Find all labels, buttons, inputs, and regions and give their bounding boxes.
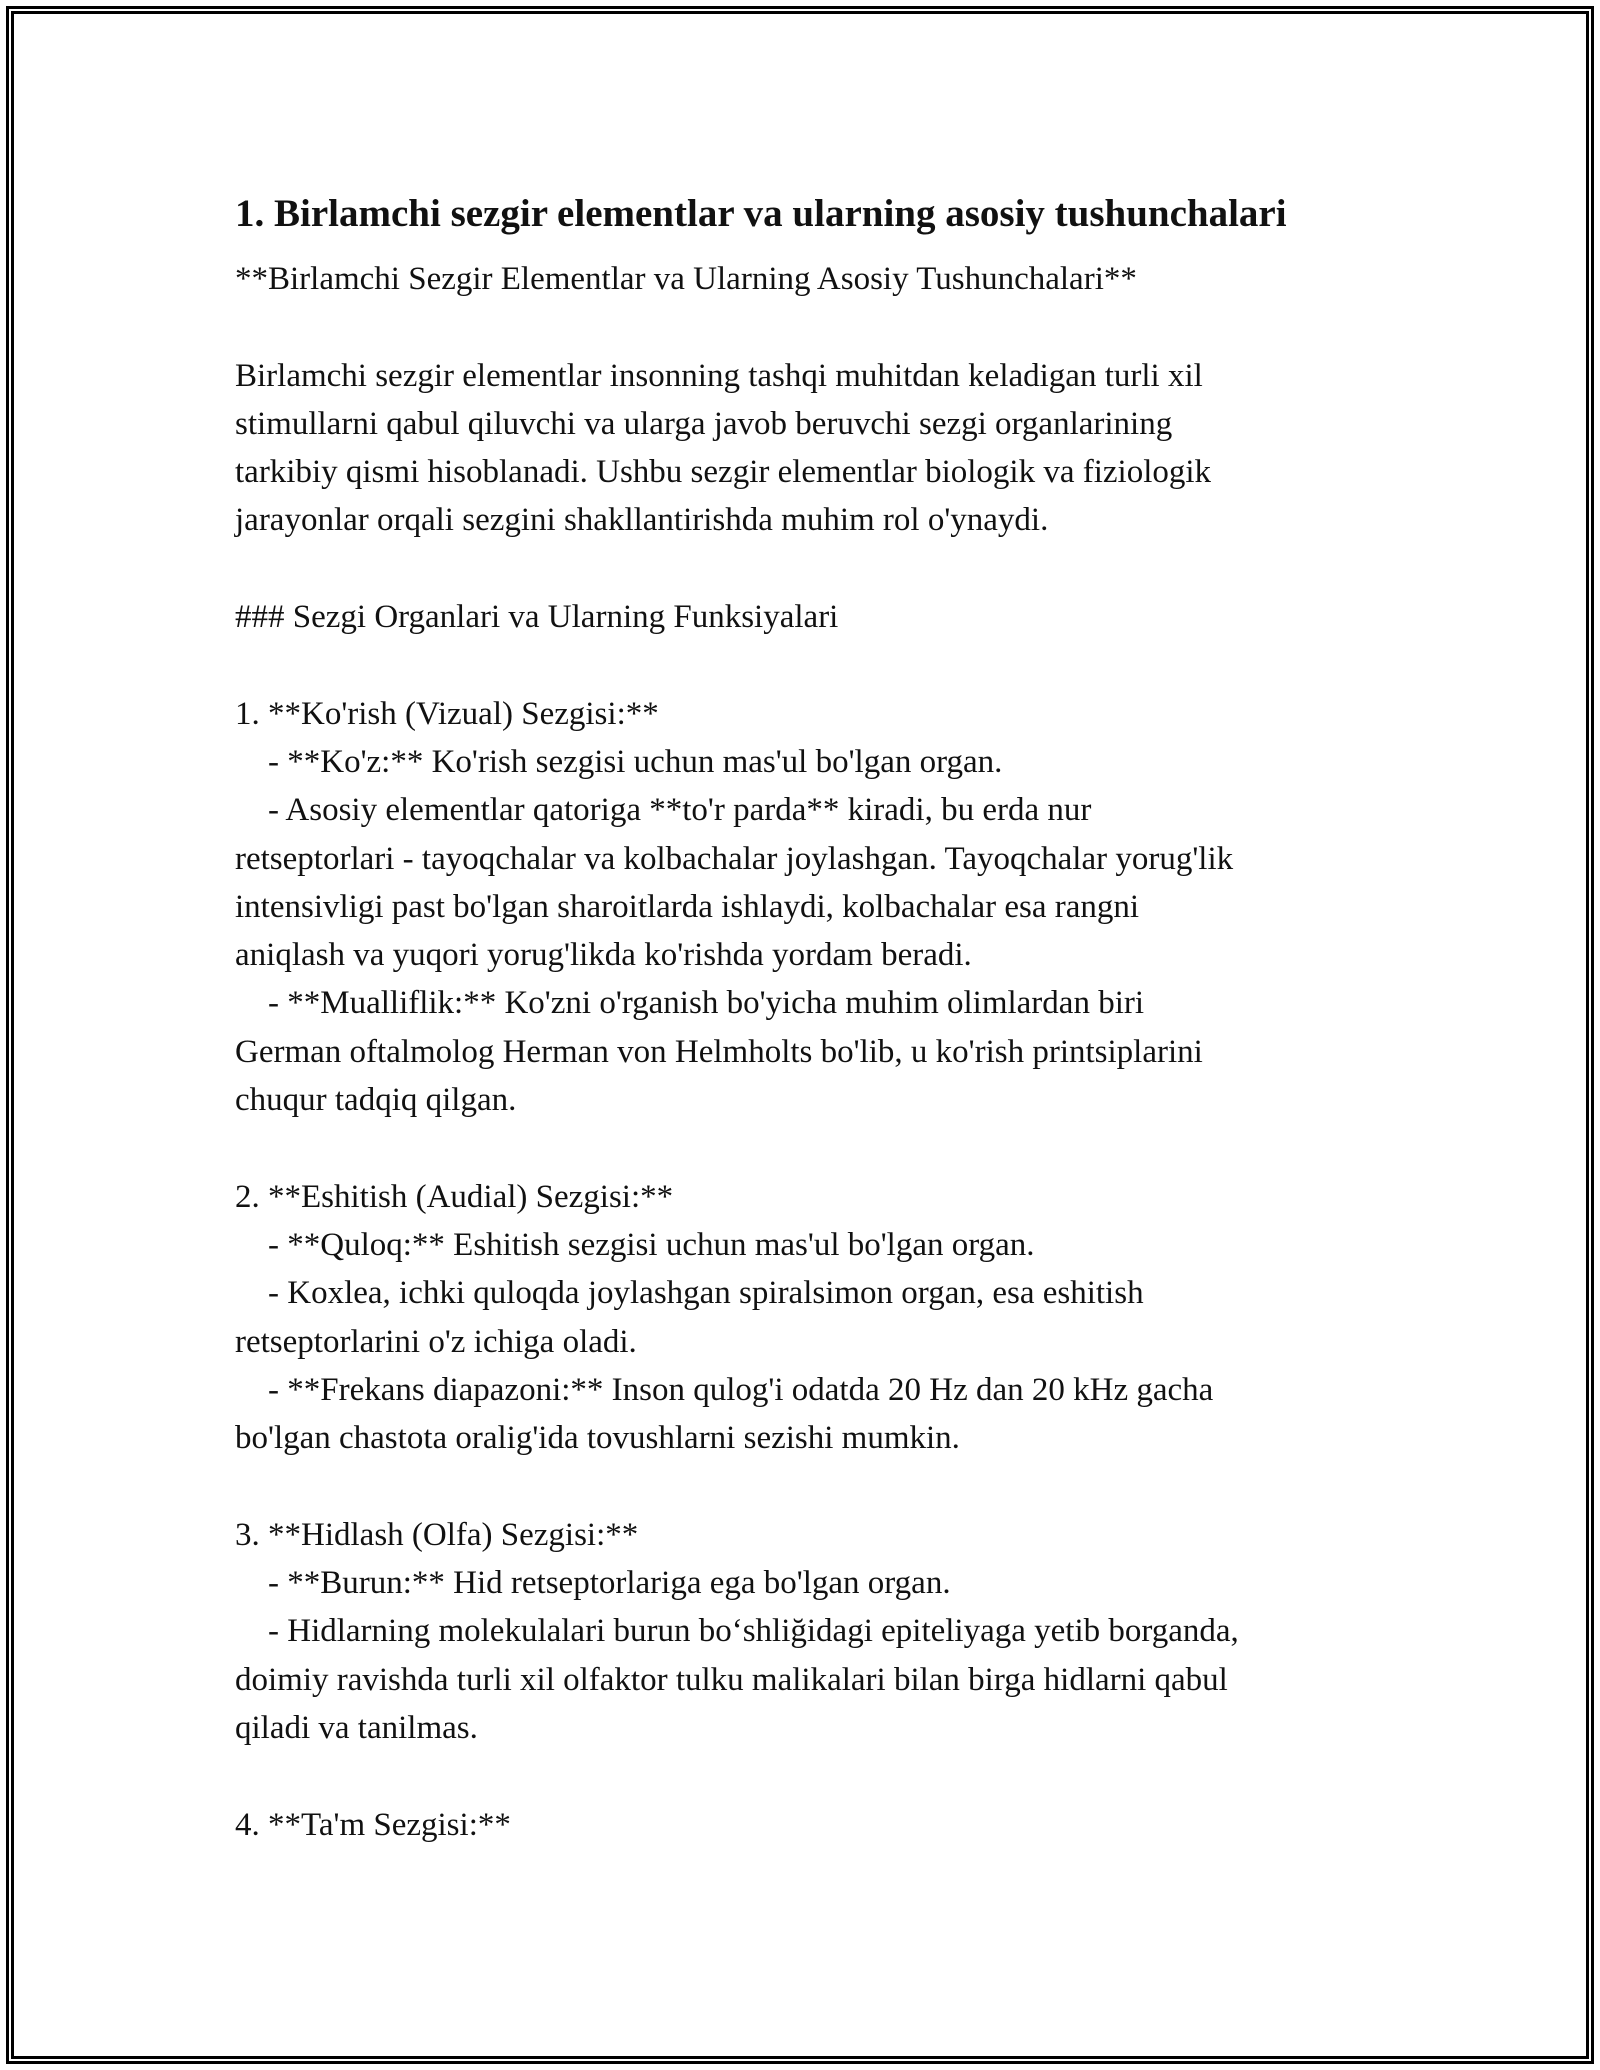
text-line: - **Ko'z:** Ko'rish sezgisi uchun mas'ul bo'lgan organ.: [235, 743, 1003, 780]
text-line: tarkibiy qismi hisoblanadi. Ushbu sezgir elementlar biologik va fiziologik: [235, 454, 1212, 491]
blank-line: [235, 545, 1385, 593]
text-line: intensivligi past bo'lgan sharoitlarda ishlaydi, kolbachalar esa rangni: [235, 888, 1140, 925]
text-line: - **Burun:** Hid retseptorlariga ega bo'lgan organ.: [235, 1565, 951, 1602]
text-line: - **Mualliflik:** Ko'zni o'rganish bo'yicha muhim olimlardan biri: [235, 985, 1145, 1022]
text-line: stimullarni qabul qiluvchi va ularga javob beruvchi sezgi organlarining: [235, 405, 1173, 442]
blank-line: [235, 303, 1385, 351]
text-line: ### Sezgi Organlari va Ularning Funksiyalari: [235, 599, 839, 636]
text-line: 2. **Eshitish (Audial) Sezgisi:**: [235, 1178, 674, 1215]
text-line: Birlamchi sezgir elementlar insonning tashqi muhitdan keladigan turli xil: [235, 357, 1203, 394]
document-page: [235, 185, 1385, 1849]
blank-line: [235, 641, 1385, 689]
text-line: 3. **Hidlash (Olfa) Sezgisi:**: [235, 1516, 639, 1553]
document-body: [235, 255, 1385, 1849]
document-title: 1. Birlamchi sezgir elementlar va ularning asosiy tushunchalari: [235, 192, 1287, 235]
blank-line: [235, 1462, 1385, 1510]
text-line: qiladi va tanilmas.: [235, 1709, 478, 1746]
text-line: - Koxlea, ichki quloqda joylashgan spiralsimon organ, esa eshitish: [235, 1275, 1144, 1312]
blank-line: [235, 1752, 1385, 1800]
text-line: - **Quloq:** Eshitish sezgisi uchun mas'ul bo'lgan organ.: [235, 1226, 1035, 1263]
text-line: 1. **Ko'rish (Vizual) Sezgisi:**: [235, 695, 659, 732]
text-line: aniqlash va yuqori yorug'likda ko'rishda yordam beradi.: [235, 937, 972, 974]
text-line: **Birlamchi Sezgir Elementlar va Ularning Asosiy Tushunchalari**: [235, 261, 1137, 297]
text-line: retseptorlari - tayoqchalar va kolbachalar joylashgan. Tayoqchalar yorug'lik: [235, 840, 1234, 877]
text-line: - Hidlarning molekulalari burun bo‘shliğidagi epiteliyaga yetib borganda,: [235, 1613, 1239, 1650]
text-line: doimiy ravishda turli xil olfaktor tulku malikalari bilan birga hidlarni qabul: [235, 1661, 1228, 1698]
blank-line: [235, 1124, 1385, 1172]
text-line: retseptorlarini o'z ichiga oladi.: [235, 1323, 637, 1360]
text-line: jarayonlar orqali sezgini shakllantirishda muhim rol o'ynaydi.: [235, 502, 1049, 539]
text-line: 4. **Ta'm Sezgisi:**: [235, 1806, 511, 1843]
text-line: - Asosiy elementlar qatoriga **to'r parda** kiradi, bu erda nur: [235, 792, 1092, 829]
text-line: bo'lgan chastota oralig'ida tovushlarni sezishi mumkin.: [235, 1420, 960, 1457]
text-line: German oftalmolog Herman von Helmholts bo'lib, u ko'rish printsiplarini: [235, 1033, 1203, 1070]
text-line: - **Frekans diapazoni:** Inson qulog'i odatda 20 Hz dan 20 kHz gacha: [235, 1371, 1214, 1408]
text-line: chuqur tadqiq qilgan.: [235, 1082, 517, 1119]
